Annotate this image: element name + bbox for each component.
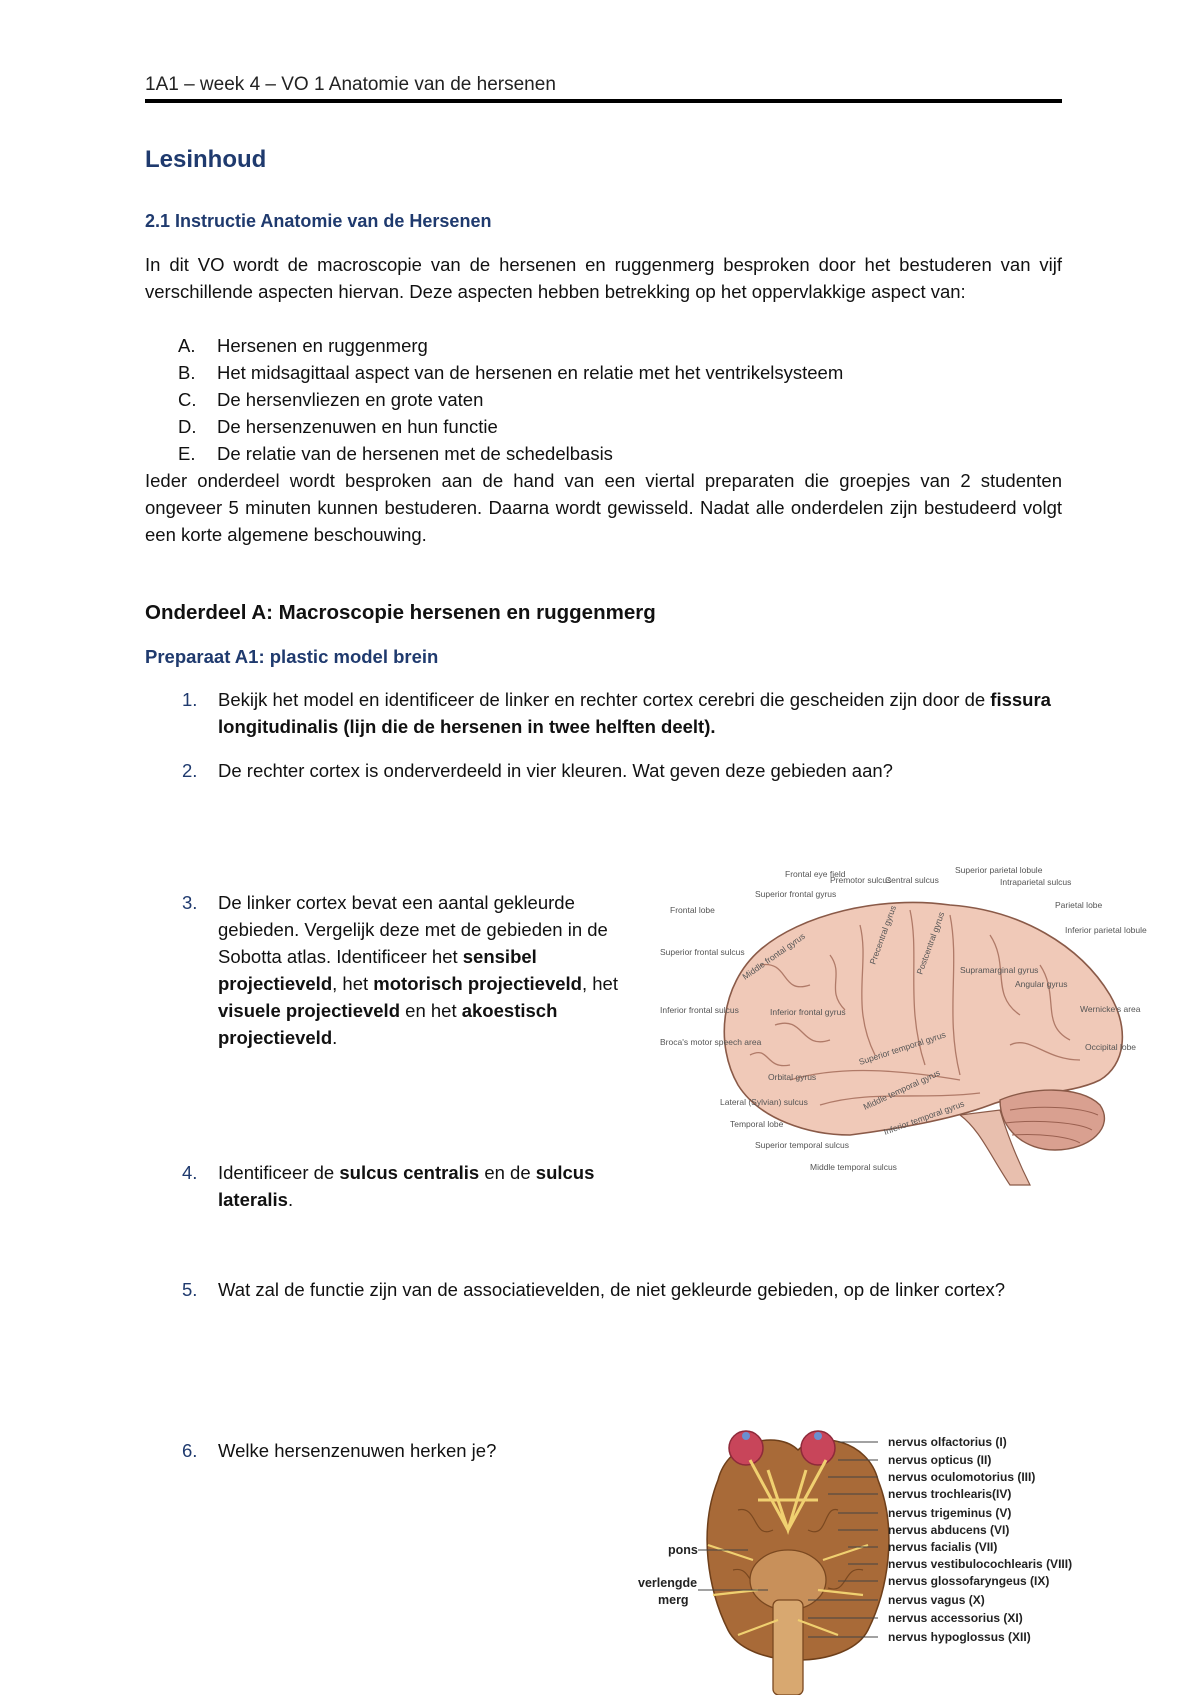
onderdeel-heading: Onderdeel A: Macroscopie hersenen en ruggenmerg bbox=[145, 601, 656, 624]
pons-label: pons bbox=[668, 1543, 698, 1557]
figure-inner-label: Inferior temporal gyrus bbox=[882, 1098, 966, 1137]
figure-label: Intraparietal sulcus bbox=[1000, 877, 1072, 887]
figure-label: Superior frontal sulcus bbox=[660, 947, 745, 957]
figure-label: Parietal lobe bbox=[1055, 900, 1103, 910]
figure-label: Inferior parietal lobule bbox=[1065, 925, 1147, 935]
question-number: 5. bbox=[182, 1279, 198, 1300]
figure-inner-label: Middle frontal gyrus bbox=[740, 930, 807, 982]
intro-paragraph: In dit VO wordt de macroscopie van de hersenen en ruggenmerg besproken door het bestuderen van vijf verschillende aspecten hiervan. Deze aspecten hebben betrekking op het oppervlakkige aspect van: bbox=[145, 254, 1062, 302]
figure-inner-label: Supramarginal gyrus bbox=[960, 965, 1039, 975]
aspect-item: D. De hersenzenuwen en hun functie bbox=[178, 416, 498, 437]
figure-label: Occipital lobe bbox=[1085, 1042, 1137, 1052]
medulla-label: verlengde bbox=[638, 1576, 698, 1590]
figure-label: Frontal lobe bbox=[670, 905, 715, 915]
question-number: 1. bbox=[182, 689, 198, 710]
preparaat-heading: Preparaat A1: plastic model brein bbox=[145, 646, 439, 667]
figure-label: Lateral (Sylvian) sulcus bbox=[720, 1097, 808, 1107]
nerve-label: nervus opticus (II) bbox=[888, 1453, 992, 1467]
nerve-label: nervus oculomotorius (III) bbox=[888, 1470, 1036, 1484]
figure-label: Inferior frontal sulcus bbox=[660, 1005, 739, 1015]
aspect-item: A. Hersenen en ruggenmerg bbox=[178, 335, 428, 356]
figure-label: Middle temporal sulcus bbox=[810, 1162, 897, 1172]
figure-label: Broca's motor speech area bbox=[660, 1037, 762, 1047]
nerve-label: nervus glossofaryngeus (IX) bbox=[888, 1574, 1050, 1588]
question-number: 6. bbox=[182, 1440, 198, 1461]
medulla-label: merg bbox=[658, 1593, 689, 1607]
nerve-label: nervus olfactorius (I) bbox=[888, 1435, 1007, 1449]
figure-inner-label: Superior temporal gyrus bbox=[857, 1029, 947, 1067]
question-number: 4. bbox=[182, 1162, 198, 1183]
figure-inner-label: Angular gyrus bbox=[1015, 979, 1068, 989]
question-1: Bekijk het model en identificeer de linker en rechter cortex cerebri die gescheiden zijn door de fissura longitudinalis (lijn die de hersenen in twee helften deelt). bbox=[218, 689, 1051, 737]
question-number: 3. bbox=[182, 892, 198, 913]
question-4: Identificeer de sulcus centralis en de sulcus lateralis. bbox=[218, 1162, 595, 1210]
figure-label: Temporal lobe bbox=[730, 1119, 784, 1129]
nerve-label: nervus hypoglossus (XII) bbox=[888, 1630, 1031, 1644]
nerve-label: nervus trochlearis(IV) bbox=[888, 1487, 1012, 1501]
figure-inner-label: Middle temporal gyrus bbox=[861, 1067, 942, 1112]
nerve-label: nervus accessorius (XI) bbox=[888, 1611, 1023, 1625]
left-eye-highlight-icon bbox=[742, 1432, 750, 1440]
question-number: 2. bbox=[182, 760, 198, 781]
section-heading: 2.1 Instructie Anatomie van de Hersenen bbox=[145, 211, 492, 231]
question-3: De linker cortex bevat een aantal gekleurde gebieden. Vergelijk deze met de gebieden in de Sobotta atlas. Identificeer het sensibel projectieveld, het motorisch projectieveld, het visuele projectieveld en het akoestisch projectieveld. bbox=[218, 892, 618, 1048]
header-rule bbox=[145, 99, 1062, 103]
medulla-shape bbox=[773, 1600, 803, 1695]
nerve-label: nervus trigeminus (V) bbox=[888, 1506, 1012, 1520]
right-eye-highlight-icon bbox=[814, 1432, 822, 1440]
figure-inner-label: Inferior frontal gyrus bbox=[770, 1007, 846, 1017]
figure-inner-label: Orbital gyrus bbox=[768, 1072, 817, 1082]
page-header: 1A1 – week 4 – VO 1 Anatomie van de hersenen bbox=[145, 74, 556, 95]
aspect-item: B. Het midsagittaal aspect van de hersenen en relatie met het ventrikelsysteem bbox=[178, 362, 844, 383]
figure-inner-label: Precentral gyrus bbox=[867, 904, 899, 966]
figure-label: Frontal eye field bbox=[785, 869, 846, 879]
figure-label: Superior parietal lobule bbox=[955, 865, 1043, 875]
figure-inner-label: Postcentral gyrus bbox=[914, 910, 947, 976]
aspect-list bbox=[178, 332, 843, 467]
question-5: Wat zal de functie zijn van de associatievelden, de niet gekleurde gebieden, op de linker cortex? bbox=[218, 1279, 1006, 1300]
lesinhoud-heading: Lesinhoud bbox=[145, 146, 267, 173]
question-6: Welke hersenzenuwen herken je? bbox=[218, 1440, 497, 1461]
nerve-label: nervus abducens (VI) bbox=[888, 1523, 1010, 1537]
procedure-paragraph: Ieder onderdeel wordt besproken aan de hand van een viertal preparaten die groepjes van 2 studenten ongeveer 5 minuten kunnen bestuderen. Daarna wordt gewisseld. Nadat alle onderdelen zijn bestudeerd volgt een korte algemene beschouwing. bbox=[145, 470, 1062, 545]
question-2: De rechter cortex is onderverdeeld in vier kleuren. Wat geven deze gebieden aan? bbox=[218, 760, 893, 781]
nerve-label: nervus vagus (X) bbox=[888, 1593, 985, 1607]
nerve-label: nervus vestibulocochlearis (VIII) bbox=[888, 1557, 1073, 1571]
brain-ventral-figure bbox=[638, 1420, 1118, 1695]
figure-label: Central sulcus bbox=[885, 875, 939, 885]
figure-label: Wernicke's area bbox=[1080, 1004, 1141, 1014]
figure-label: Superior frontal gyrus bbox=[755, 889, 837, 899]
cerebellum-shape bbox=[1000, 1090, 1104, 1150]
aspect-item: C. De hersenvliezen en grote vaten bbox=[178, 389, 484, 410]
brain-lateral-figure bbox=[660, 865, 1180, 1200]
aspect-item: E. De relatie van de hersenen met de schedelbasis bbox=[178, 443, 613, 464]
figure-label: Superior temporal sulcus bbox=[755, 1140, 850, 1150]
nerve-label: nervus facialis (VII) bbox=[888, 1540, 998, 1554]
figure-label: Premotor sulcus bbox=[830, 875, 892, 885]
